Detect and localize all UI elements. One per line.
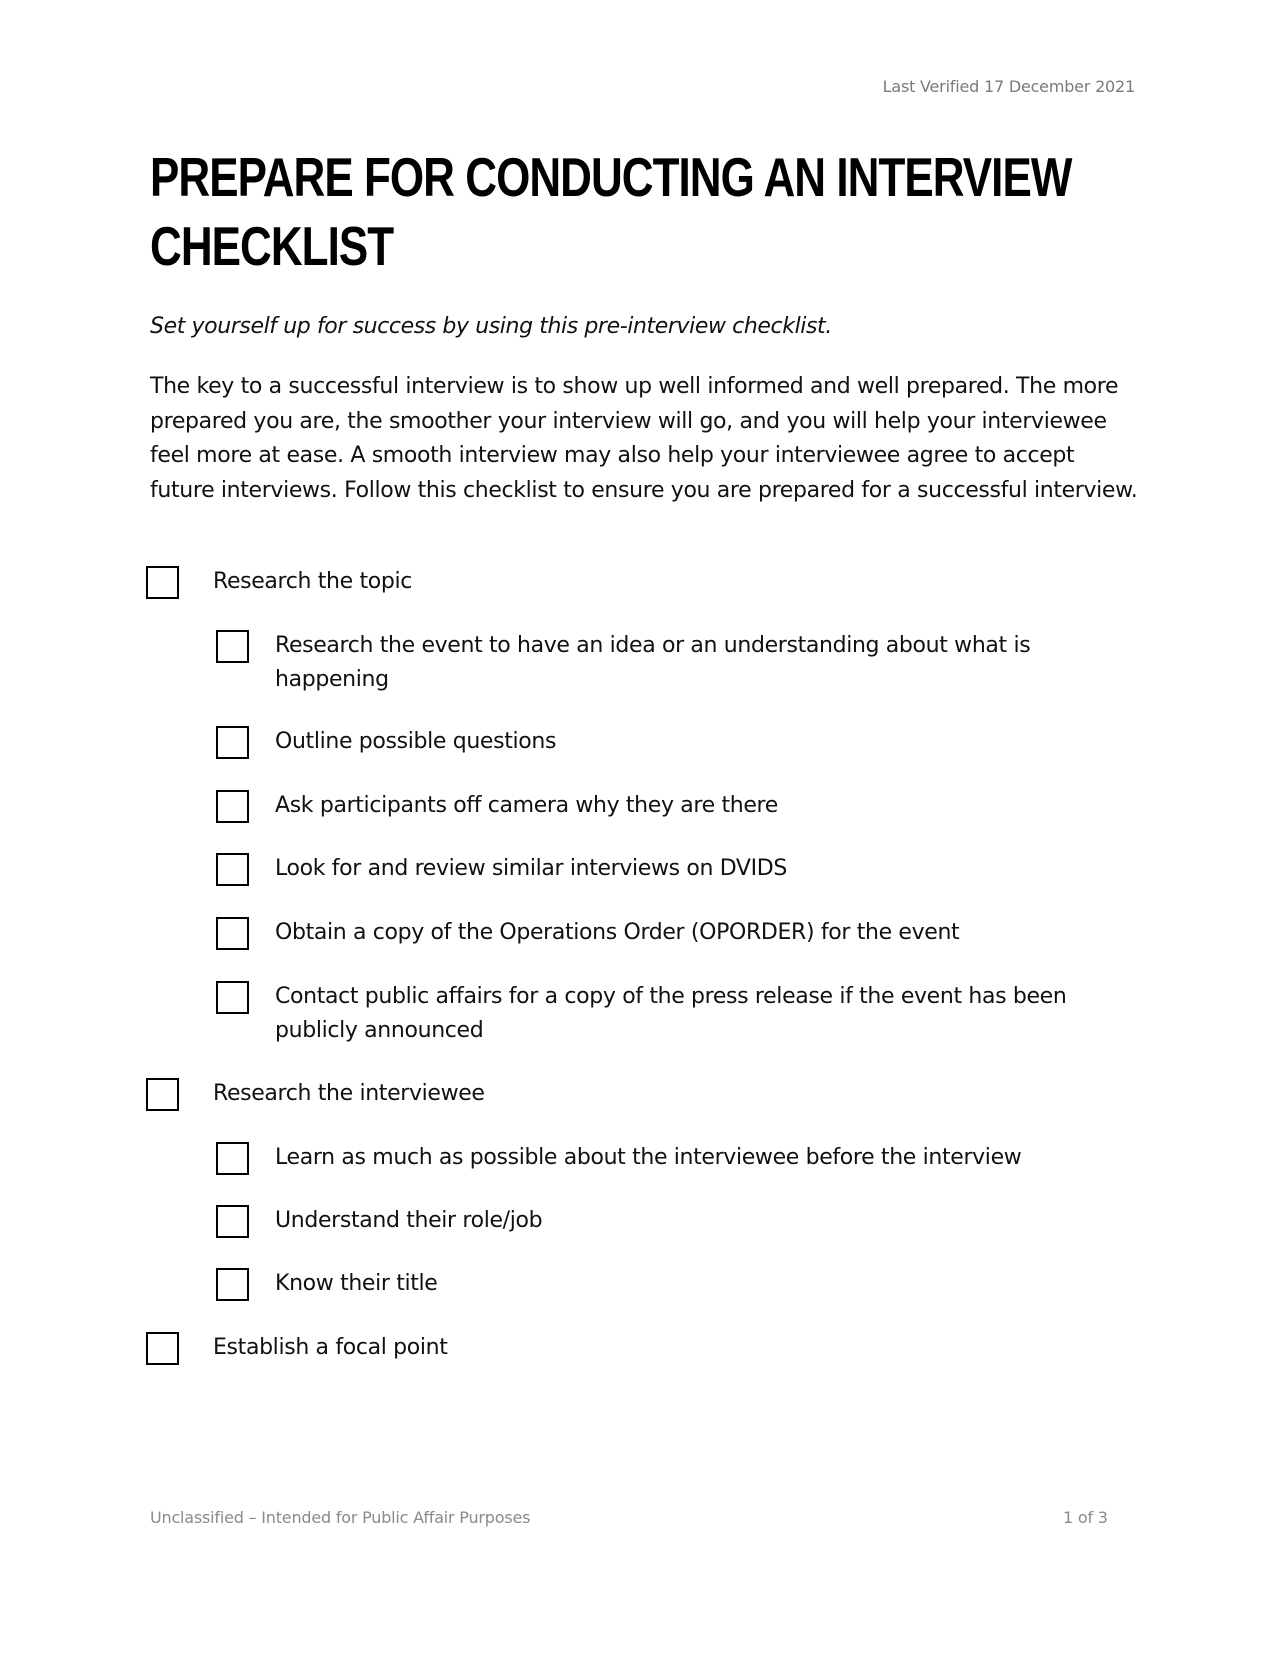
- body-paragraph: The key to a successful interview is to show up well informed and well prepared. The more prepared you are, the smoother your interview will go, and you will help your interviewee feel more at ease. A smooth interview may also help your interviewee agree to accept future interviews. Follow this checklist to ensure you are prepared for a successful interview.: [150, 374, 1138, 503]
- intro-text: Set yourself up for success by using this pre-interview checklist.: [150, 314, 832, 339]
- checklist-item-understand-role: [216, 1205, 1135, 1238]
- checklist-item-label: Ask participants off camera why they are there: [275, 793, 778, 818]
- checkbox[interactable]: [216, 1205, 249, 1238]
- page-title-line-2: CHECKLIST: [150, 215, 394, 277]
- checkbox[interactable]: [146, 1332, 179, 1365]
- checkbox[interactable]: [216, 1268, 249, 1301]
- checkbox[interactable]: [216, 981, 249, 1014]
- checklist-item-contact-public-affairs: [216, 981, 1135, 1048]
- checklist-item-label: Contact public affairs for a copy of the press release if the event has been publicly announced: [275, 984, 1067, 1043]
- checklist-item-outline-questions: [216, 726, 1135, 759]
- checklist-item-research-topic: [146, 566, 412, 599]
- checklist-item-know-title: [216, 1268, 1135, 1301]
- checklist-item-label: Obtain a copy of the Operations Order (OPORDER) for the event: [275, 920, 960, 945]
- checklist-item-ask-participants: [216, 790, 1135, 823]
- page-title: [150, 143, 1072, 281]
- checklist-item-label: Know their title: [275, 1271, 438, 1296]
- checklist-item-label: Understand their role/job: [275, 1208, 543, 1233]
- checklist-item-review-dvids: [216, 853, 1135, 886]
- checklist-item-research-event: [216, 630, 1135, 697]
- checklist-item-focal-point: [146, 1332, 447, 1365]
- checklist-item-learn-interviewee: [216, 1142, 1135, 1175]
- checkbox[interactable]: [216, 790, 249, 823]
- checklist-item-label: Look for and review similar interviews on DVIDS: [275, 856, 787, 881]
- checklist-item-label: Research the event to have an idea or an understanding about what is happening: [275, 633, 1031, 692]
- footer-classification: Unclassified – Intended for Public Affair Purposes: [150, 1508, 531, 1527]
- checkbox[interactable]: [216, 853, 249, 886]
- checkbox[interactable]: [216, 630, 249, 663]
- checklist-item-research-interviewee: [146, 1078, 485, 1111]
- checkbox[interactable]: [146, 1078, 179, 1111]
- checkbox[interactable]: [216, 917, 249, 950]
- checkbox[interactable]: [216, 726, 249, 759]
- checklist-item-label: Learn as much as possible about the interviewee before the interview: [275, 1145, 1022, 1170]
- checkbox[interactable]: [146, 566, 179, 599]
- checklist-item-label: Research the interviewee: [213, 1081, 485, 1106]
- checklist-item-label: Outline possible questions: [275, 729, 557, 754]
- last-verified-date: Last Verified 17 December 2021: [882, 77, 1135, 96]
- checklist-item-label: Research the topic: [213, 569, 412, 594]
- checklist-item-obtain-oporder: [216, 917, 1135, 950]
- footer-page-number: 1 of 3: [1063, 1508, 1108, 1527]
- page-title-line-1: PREPARE FOR CONDUCTING AN INTERVIEW: [150, 146, 1072, 208]
- checklist-item-label: Establish a focal point: [213, 1335, 448, 1360]
- checkbox[interactable]: [216, 1142, 249, 1175]
